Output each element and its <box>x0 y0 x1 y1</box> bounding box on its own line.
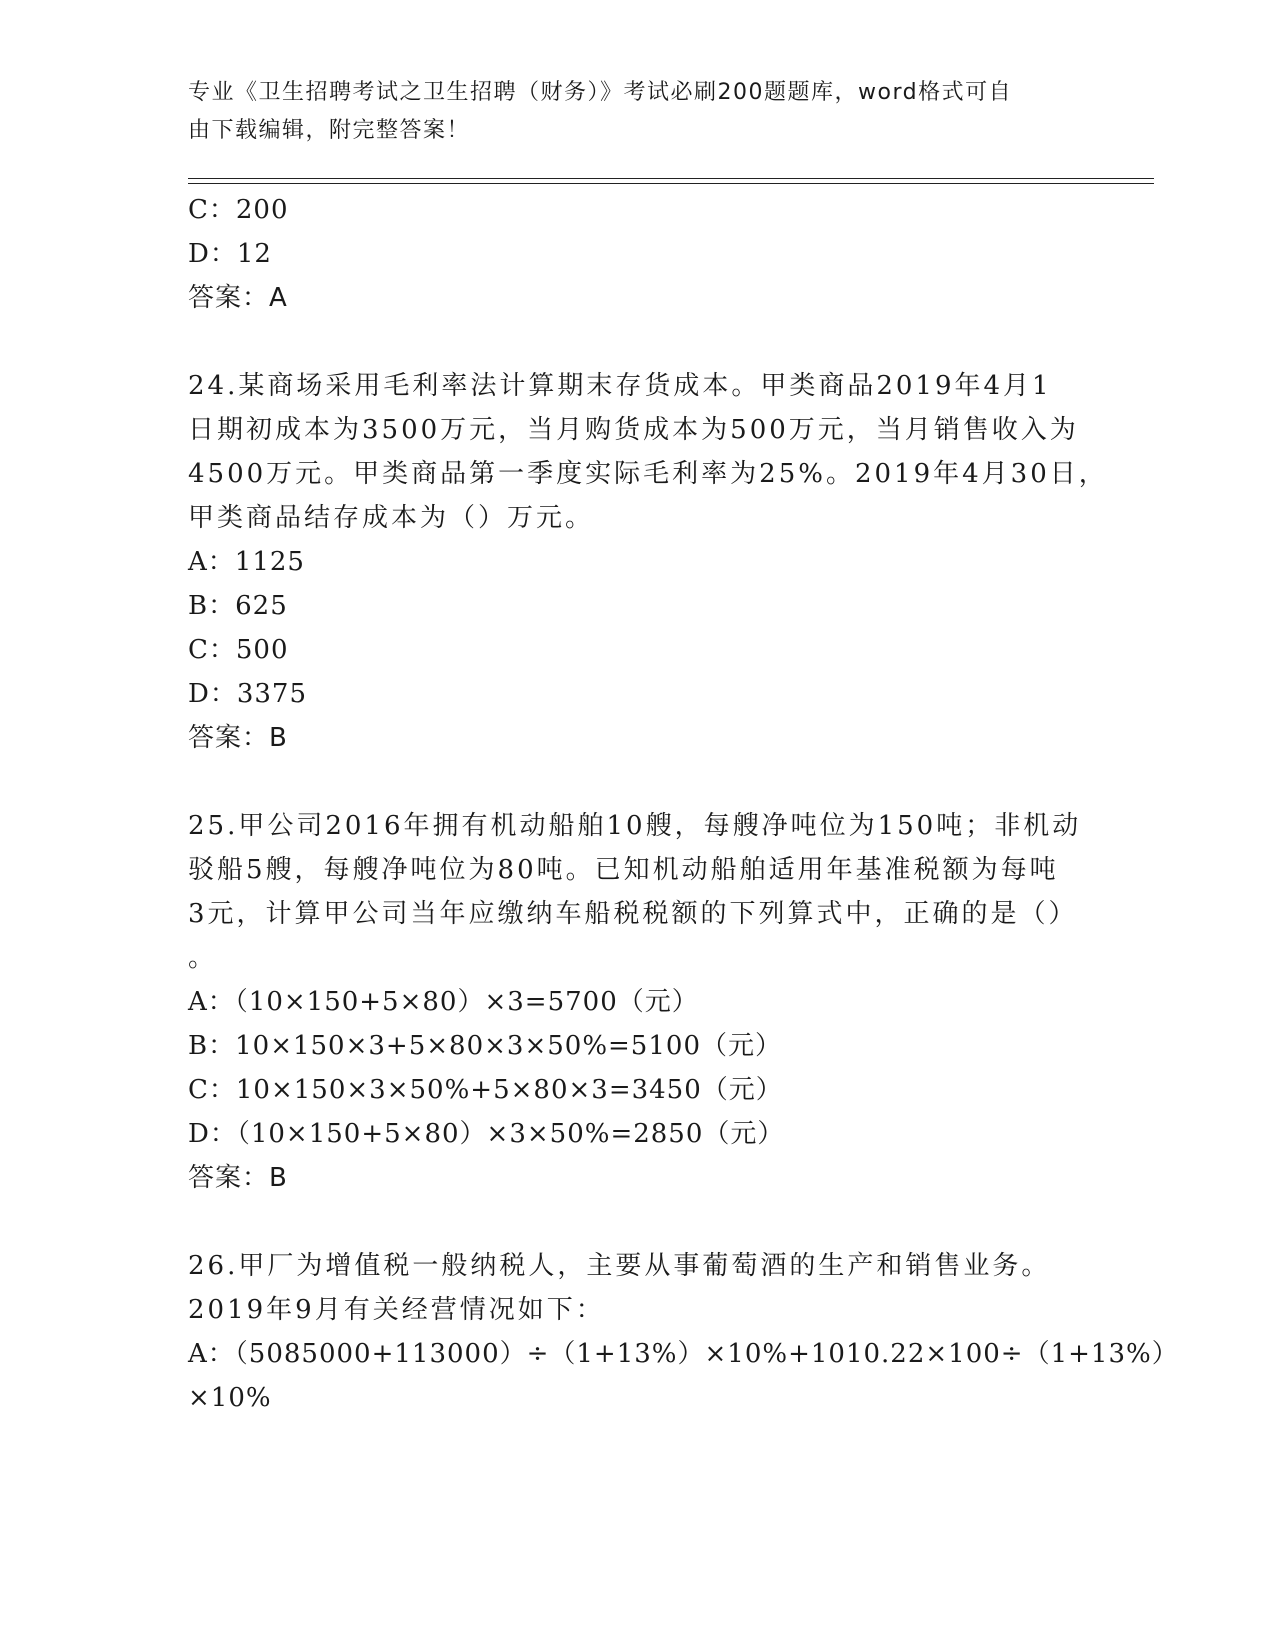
q25-option-d: D：（10×150+5×80）×3×50%=2850（元） <box>188 1119 785 1149</box>
header-title-line-2: 由下载编辑，附完整答案！ <box>188 118 471 143</box>
q25-stem-line-3: 3元，计算甲公司当年应缴纳车船税税额的下列算式中，正确的是（） <box>188 899 1078 929</box>
q25-stem-line-2: 驳船5艘，每艘净吨位为80吨。已知机动船舶适用年基准税额为每吨 <box>188 855 1059 885</box>
q25-option-a: A：（10×150+5×80）×3=5700（元） <box>188 987 699 1017</box>
q23-option-d: D：12 <box>188 239 272 269</box>
q24-stem-line-2: 日期初成本为3500万元，当月购货成本为500万元，当月销售收入为 <box>188 415 1079 445</box>
q25-answer: 答案：B <box>188 1163 288 1193</box>
q26-option-a-line-2: ×10% <box>188 1383 272 1413</box>
q24-stem-line-1: 24.某商场采用毛利率法计算期末存货成本。甲类商品2019年4月1 <box>188 371 1052 401</box>
q24-answer: 答案：B <box>188 723 288 753</box>
q25-option-c: C：10×150×3×50%+5×80×3=3450（元） <box>188 1075 783 1105</box>
q25-stem-line-1: 25.甲公司2016年拥有机动船舶10艘，每艘净吨位为150吨；非机动 <box>188 811 1082 841</box>
q24-option-d: D：3375 <box>188 679 308 709</box>
q25-stem-line-4: 。 <box>188 943 218 973</box>
q26-option-a-line-1: A：（5085000+113000）÷（1+13%）×10%+1010.22×100÷（1+13%） <box>188 1339 1179 1369</box>
q24-option-a: A：1125 <box>188 547 305 577</box>
header-title-line-1: 专业《卫生招聘考试之卫生招聘（财务）》考试必刷200题题库，word格式可自 <box>188 80 1013 105</box>
header-divider-top <box>188 178 1154 179</box>
q23-answer: 答案：A <box>188 283 288 313</box>
q26-stem-line-2: 2019年9月有关经营情况如下： <box>188 1295 605 1325</box>
q24-stem-line-4: 甲类商品结存成本为（）万元。 <box>188 503 595 533</box>
q23-option-c: C：200 <box>188 195 289 225</box>
q24-option-b: B：625 <box>188 591 288 621</box>
q24-option-c: C：500 <box>188 635 289 665</box>
header-divider-bottom <box>188 183 1154 184</box>
document-header <box>188 74 1068 150</box>
q25-option-b: B：10×150×3+5×80×3×50%=5100（元） <box>188 1031 782 1061</box>
q24-stem-line-3: 4500万元。甲类商品第一季度实际毛利率为25%。2019年4月30日， <box>188 459 1108 489</box>
q26-stem-line-1: 26.甲厂为增值税一般纳税人，主要从事葡萄酒的生产和销售业务。 <box>188 1251 1051 1281</box>
